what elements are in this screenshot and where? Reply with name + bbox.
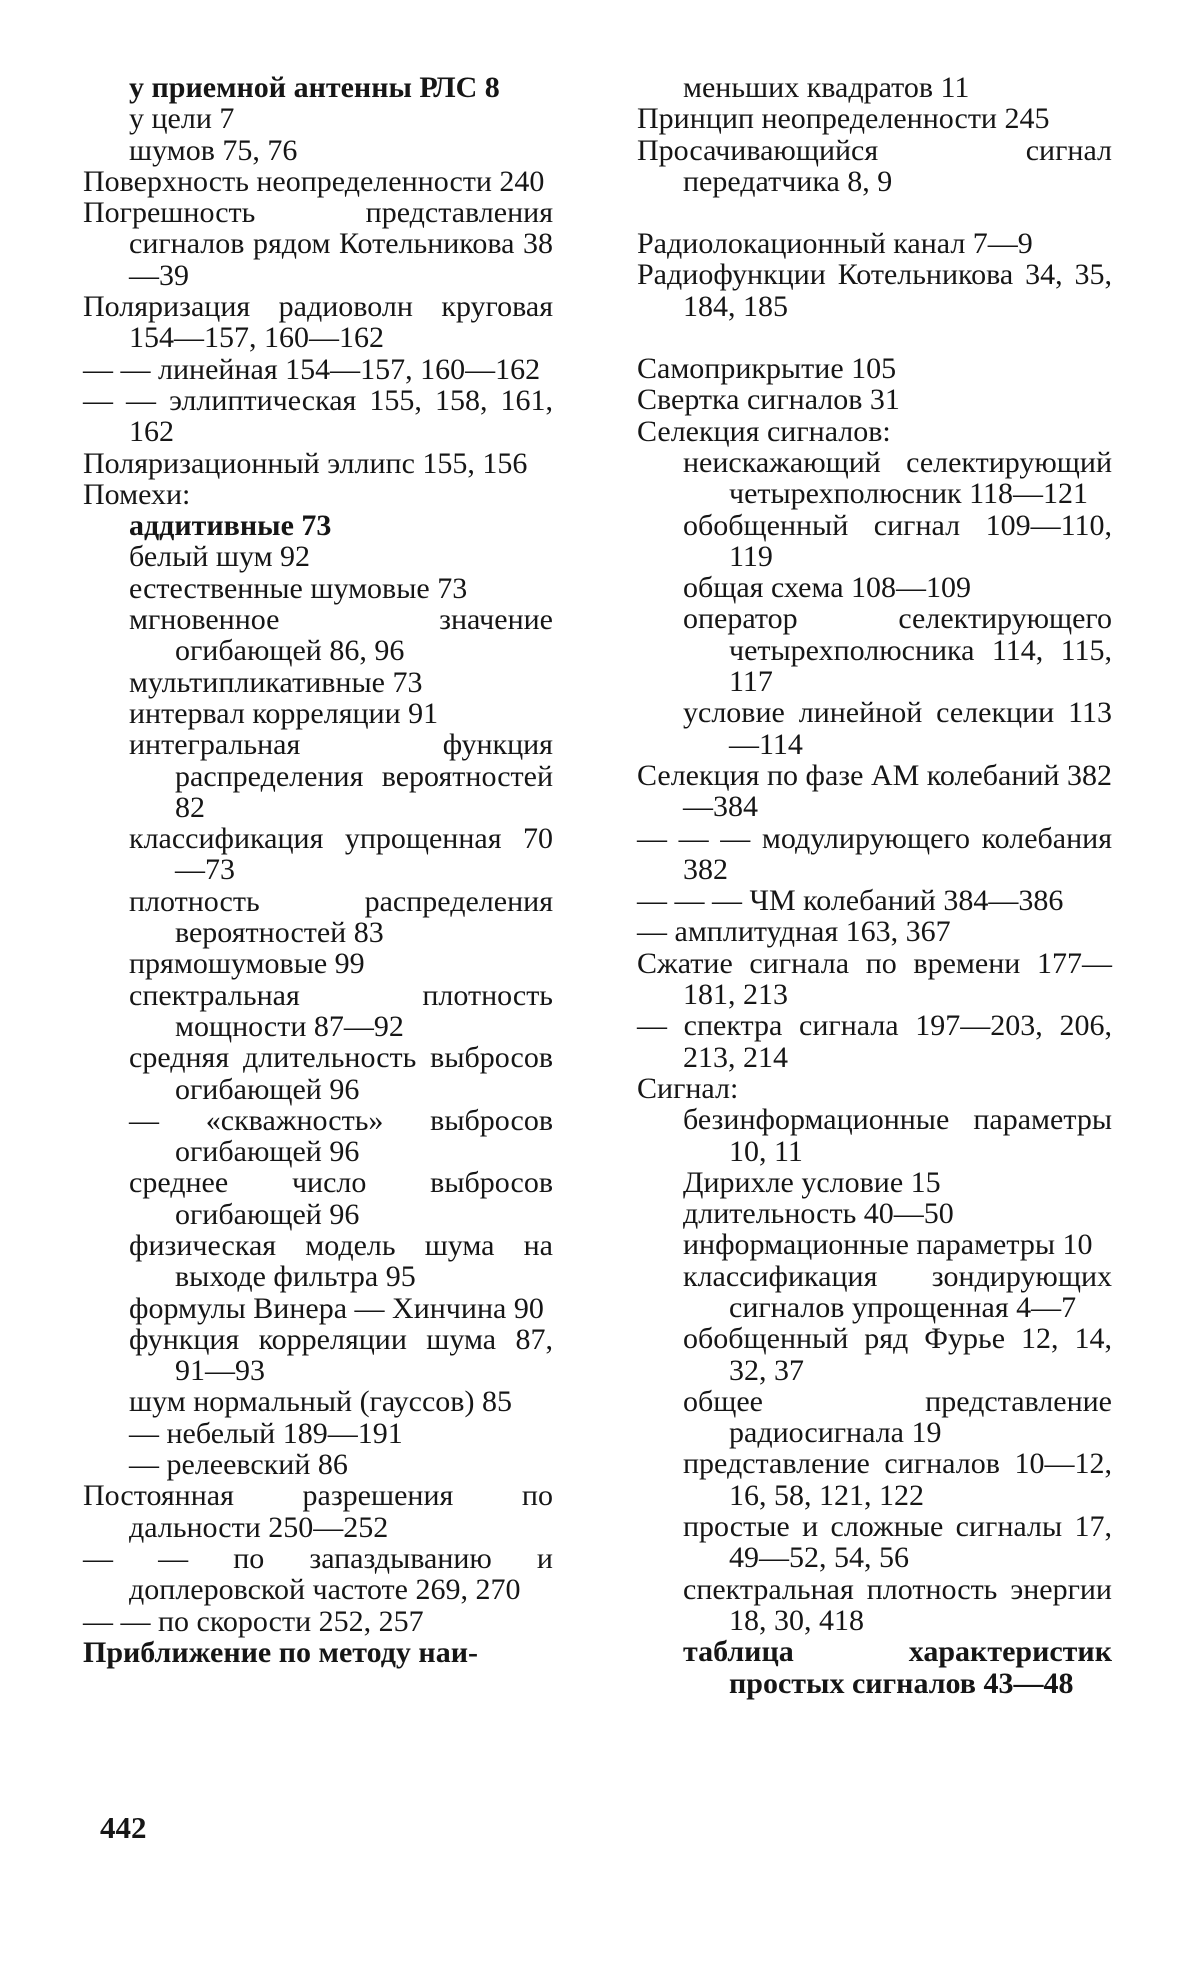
index-entry: — — — ЧМ колебаний 384—386 — [637, 884, 1064, 918]
index-subentry: интервал корреляции 91 — [129, 696, 439, 730]
index-entry-continuation: меньших квадратов 11 — [683, 71, 970, 104]
index-entry: Сжатие сигнала по времени 177—181, 213 — [637, 946, 1112, 1012]
index-subentry: безинформационные параметры 10, 11 — [683, 1103, 1112, 1168]
index-subentry: — «скважность» выбросов огибающей 96 — [129, 1103, 553, 1169]
index-entry: Радиофункции Котельникова 34, 35, 184, 185 — [637, 258, 1112, 323]
index-subentry: среднее число выбросов огибающей 96 — [129, 1166, 553, 1231]
index-subentry: длительность 40—50 — [683, 1197, 954, 1231]
index-subentry: у цели 7 — [129, 102, 235, 136]
index-subentry: общая схема 108—109 — [683, 571, 972, 605]
index-subentry: спектральная плотность мощности 87—92 — [129, 978, 553, 1043]
index-subentry: классификация зондирующих сигналов упрощенная 4—7 — [683, 1259, 1112, 1324]
index-subentry: — небелый 189—191 — [129, 1416, 403, 1450]
index-subentry: интегральная функция распределения вероятностей 82 — [129, 728, 553, 824]
section-gap — [637, 197, 1112, 228]
index-entry: Приближение по методу наи- — [83, 1635, 478, 1669]
index-entry: Просачивающийся сигнал передатчика 8, 9 — [637, 133, 1112, 198]
index-subentry: шумов 75, 76 — [129, 133, 298, 167]
index-subentry: мгновенное значение огибающей 86, 96 — [129, 603, 553, 668]
index-entry: — амплитудная 163, 367 — [637, 915, 951, 949]
index-subentry: представление сигналов 10—12, 16, 58, 121, 122 — [683, 1447, 1112, 1512]
index-subentry: естественные шумовые 73 — [129, 571, 468, 605]
index-subentry: Дирихле условие 15 — [683, 1165, 941, 1199]
index-entry: — — — модулирующего колебания 382 — [637, 821, 1112, 886]
index-entry: Поляризационный эллипс 155, 156 — [83, 446, 528, 480]
index-entry: Поляризация радиоволн круговая 154—157, 160—162 — [83, 290, 553, 355]
index-subentry: классификация упрощенная 70—73 — [129, 822, 553, 887]
index-subentry: у приемной антенны РЛС 8 — [129, 71, 500, 104]
index-subentry: — релеевский 86 — [129, 1448, 348, 1482]
index-subentry: информационные параметры 10 — [683, 1228, 1093, 1262]
index-subentry: обобщенный сигнал 109—110, 119 — [683, 508, 1112, 573]
index-entry: — — эллиптическая 155, 158, 161, 162 — [83, 383, 553, 449]
index-subentry: аддитивные 73 — [129, 509, 332, 543]
index-subentry: функция корреляции шума 87, 91—93 — [129, 1322, 553, 1388]
index-entry: Постоянная разрешения по дальности 250—252 — [83, 1479, 553, 1544]
index-entry: Свертка сигналов 31 — [637, 383, 900, 417]
section-gap — [637, 322, 1112, 353]
index-entry: Селекция по фазе АМ колебаний 382—384 — [637, 758, 1112, 824]
page-number: 442 — [100, 1810, 147, 1845]
index-subentry: обобщенный ряд Фурье 12, 14, 32, 37 — [683, 1322, 1112, 1387]
index-subentry: белый шум 92 — [129, 540, 311, 574]
index-subentry: физическая модель шума на выходе фильтра 95 — [129, 1228, 553, 1294]
index-entry: — спектра сигнала 197—203, 206, 213, 214 — [637, 1009, 1112, 1074]
right-index-column — [637, 72, 1112, 1699]
index-subentry: неискажающий селектирующий четырехполюсник 118—121 — [683, 445, 1112, 511]
index-entry: — — по скорости 252, 257 — [83, 1604, 424, 1638]
index-subentry: прямошумовые 99 — [129, 947, 365, 981]
index-entry: Радиолокационный канал 7—9 — [637, 227, 1033, 261]
index-subentry: шум нормальный (гауссов) 85 — [129, 1385, 512, 1419]
index-subentry: спектральная плотность энергии 18, 30, 418 — [683, 1572, 1112, 1637]
index-entry: — — линейная 154—157, 160—162 — [83, 352, 541, 386]
index-subentry: формулы Винера — Хинчина 90 — [129, 1291, 544, 1325]
index-entry: Селекция сигналов: — [637, 414, 891, 448]
left-index-column — [83, 72, 553, 1668]
index-subentry: мультипликативные 73 — [129, 665, 423, 699]
index-entry: Сигнал: — [637, 1071, 739, 1105]
index-subentry: таблица характеристик простых сигналов 43—48 — [683, 1635, 1112, 1700]
index-entry: Погрешность представления сигналов рядом Котельникова 38—39 — [83, 196, 553, 292]
index-subentry: условие линейной селекции 113—114 — [683, 696, 1112, 761]
index-subentry: плотность распределения вероятностей 83 — [129, 884, 553, 950]
index-entry: — — по запаздыванию и доплеровской частоте 269, 270 — [83, 1541, 553, 1607]
index-entry: Поверхность неопределенности 240 — [83, 164, 545, 198]
index-entry: Помехи: — [83, 477, 191, 511]
index-entry: Самоприкрытие 105 — [637, 352, 897, 386]
index-subentry: оператор селектирующего четырехполюсника 114, 115, 117 — [683, 602, 1112, 699]
index-entry: Принцип неопределенности 245 — [637, 102, 1050, 136]
index-subentry: простые и сложные сигналы 17, 49—52, 54, 56 — [683, 1510, 1112, 1575]
index-subentry: общее представление радиосигнала 19 — [683, 1384, 1112, 1450]
index-subentry: средняя длительность выбросов огибающей 96 — [129, 1041, 553, 1106]
